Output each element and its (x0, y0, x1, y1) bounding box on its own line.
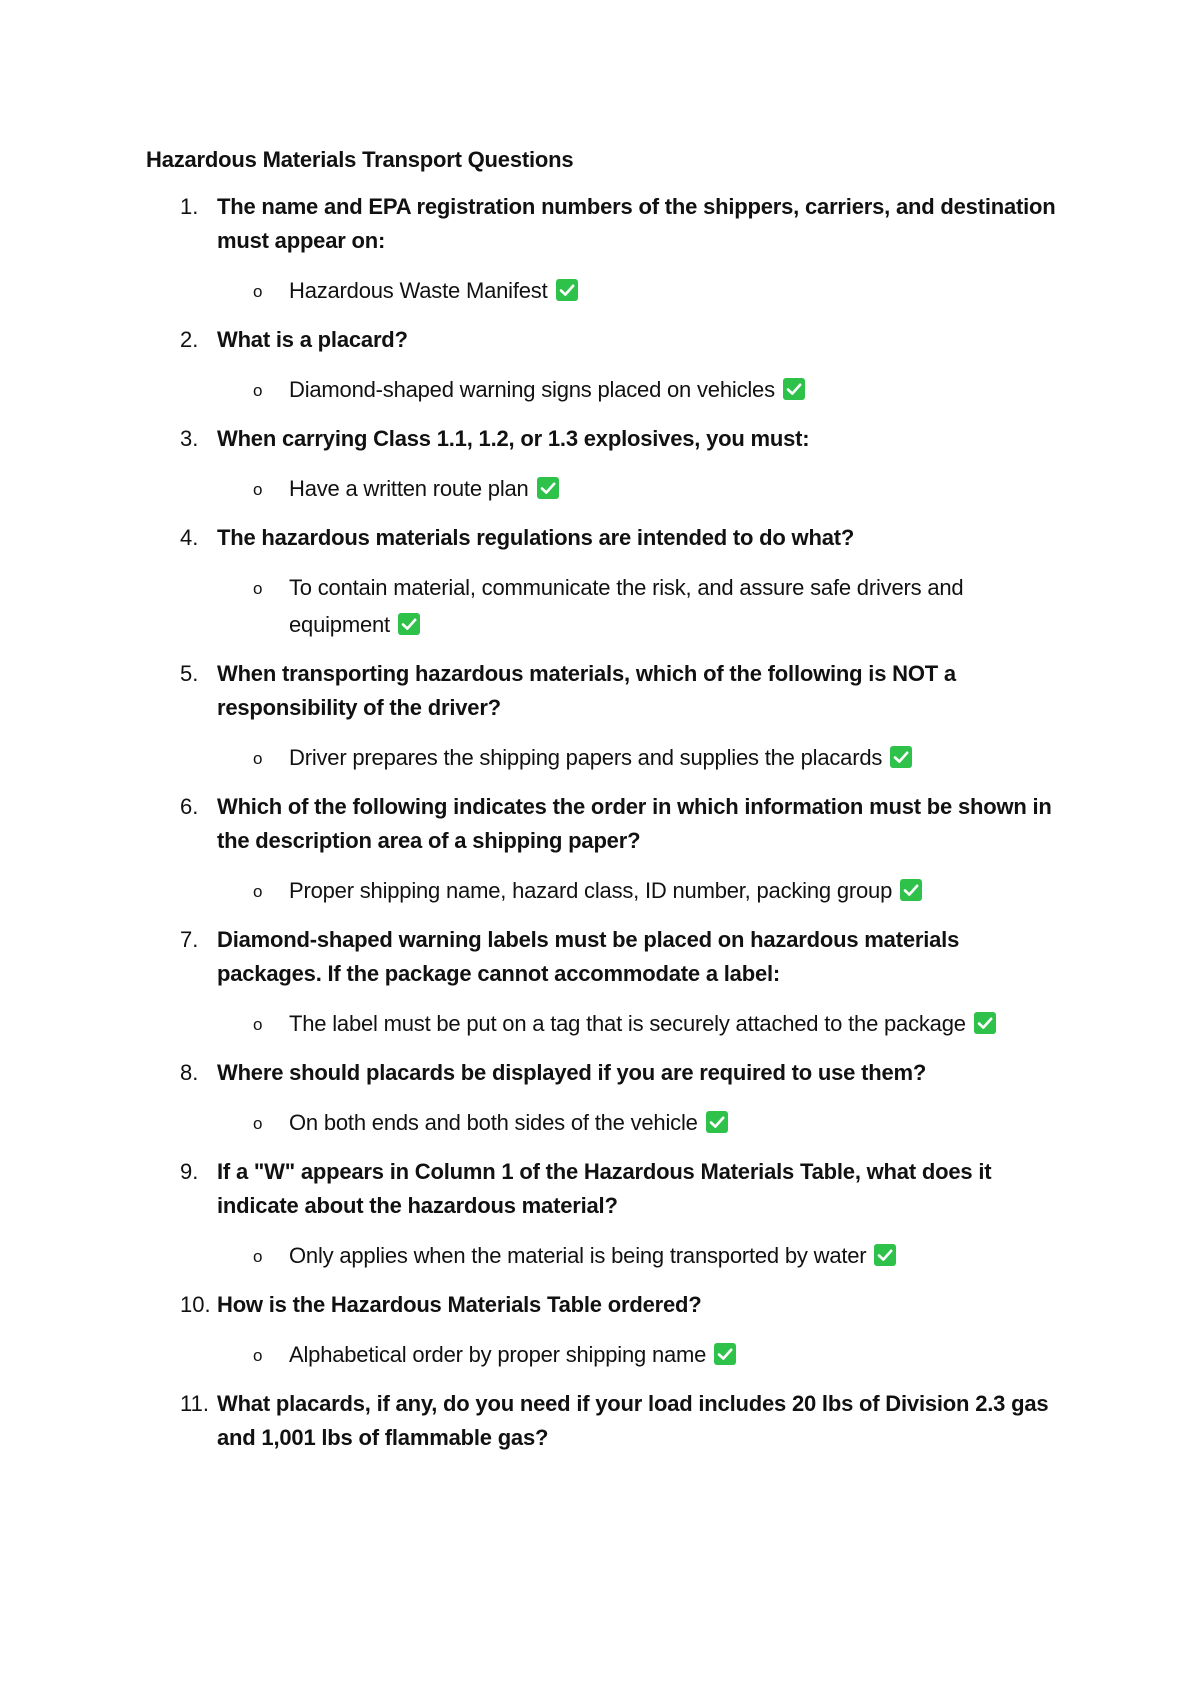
answer-item (217, 470, 1056, 507)
answer-item (217, 371, 1056, 408)
question-text: Diamond-shaped warning labels must be placed on hazardous materials packages. If the package cannot accommodate a label: (217, 927, 960, 986)
answer-text: Driver prepares the shipping papers and supplies the placards (289, 745, 883, 770)
question-number: 4. (180, 525, 199, 550)
question-text: When carrying Class 1.1, 1.2, or 1.3 explosives, you must: (217, 426, 810, 451)
bullet-icon: o (253, 282, 263, 301)
bullet-icon: o (253, 480, 263, 499)
answer-item (217, 1336, 1056, 1373)
bullet-icon: o (253, 749, 263, 768)
question-text: When transporting hazardous materials, which of the following is NOT a responsibility of the driver? (217, 661, 956, 720)
document-title: Hazardous Materials Transport Questions (146, 147, 574, 172)
question-number: 5. (180, 661, 199, 686)
answer-text: Diamond-shaped warning signs placed on vehicles (289, 377, 775, 402)
answer-list (217, 1336, 1056, 1373)
answer-list (217, 1237, 1056, 1274)
question-item (146, 190, 1056, 309)
answer-text: Only applies when the material is being transported by water (289, 1243, 867, 1268)
question-text: What is a placard? (217, 327, 408, 352)
question-number: 9. (180, 1159, 199, 1184)
question-text: If a "W" appears in Column 1 of the Hazardous Materials Table, what does it indicate about the hazardous material? (217, 1159, 992, 1218)
check-mark-icon (398, 613, 420, 635)
question-number: 7. (180, 927, 199, 952)
question-text: How is the Hazardous Materials Table ordered? (217, 1292, 702, 1317)
bullet-icon: o (253, 1114, 263, 1133)
bullet-icon: o (253, 1015, 263, 1034)
answer-item (217, 272, 1056, 309)
answer-item (217, 872, 1056, 909)
question-number: 10. (180, 1292, 211, 1317)
question-item (146, 657, 1056, 776)
answer-text: Have a written route plan (289, 476, 529, 501)
question-number: 8. (180, 1060, 199, 1085)
answer-list (217, 739, 1056, 776)
answer-text: Alphabetical order by proper shipping name (289, 1342, 707, 1367)
check-mark-icon (783, 378, 805, 400)
answer-list (217, 569, 1056, 643)
question-item (146, 521, 1056, 643)
answer-item (217, 1005, 1056, 1042)
question-item (146, 923, 1056, 1042)
bullet-icon: o (253, 1247, 263, 1266)
check-mark-icon (706, 1111, 728, 1133)
question-item (146, 790, 1056, 909)
answer-list (217, 1005, 1056, 1042)
answer-list (217, 872, 1056, 909)
question-item (146, 422, 1056, 507)
answer-list (217, 371, 1056, 408)
question-text: The name and EPA registration numbers of the shippers, carriers, and destination must appear on: (217, 194, 1056, 253)
answer-list (217, 272, 1056, 309)
question-number: 11. (180, 1391, 209, 1416)
bullet-icon: o (253, 1346, 263, 1365)
bullet-icon: o (253, 579, 263, 598)
answer-list (217, 1104, 1056, 1141)
question-number: 1. (180, 194, 199, 219)
question-item (146, 1056, 1056, 1141)
question-item (146, 323, 1056, 408)
answer-item (217, 1104, 1056, 1141)
question-item (146, 1155, 1056, 1274)
question-number: 6. (180, 794, 199, 819)
document-page (146, 144, 1056, 1469)
question-number: 2. (180, 327, 199, 352)
answer-text: Hazardous Waste Manifest (289, 278, 548, 303)
check-mark-icon (537, 477, 559, 499)
answer-item (217, 1237, 1056, 1274)
question-text: The hazardous materials regulations are intended to do what? (217, 525, 855, 550)
question-item (146, 1288, 1056, 1373)
answer-list (217, 470, 1056, 507)
bullet-icon: o (253, 381, 263, 400)
check-mark-icon (974, 1012, 996, 1034)
bullet-icon: o (253, 882, 263, 901)
answer-text: Proper shipping name, hazard class, ID number, packing group (289, 878, 893, 903)
question-text: Where should placards be displayed if you are required to use them? (217, 1060, 927, 1085)
answer-item (217, 569, 1056, 643)
question-text: Which of the following indicates the order in which information must be shown in the description area of a shipping paper? (217, 794, 1052, 853)
answer-text: To contain material, communicate the risk, and assure safe drivers and equipment (289, 575, 964, 637)
check-mark-icon (900, 879, 922, 901)
check-mark-icon (556, 279, 578, 301)
check-mark-icon (874, 1244, 896, 1266)
question-list (146, 190, 1056, 1455)
check-mark-icon (714, 1343, 736, 1365)
question-text: What placards, if any, do you need if your load includes 20 lbs of Division 2.3 gas and 1,001 lbs of flammable gas? (217, 1391, 1049, 1450)
question-item (146, 1387, 1056, 1455)
question-number: 3. (180, 426, 199, 451)
answer-item (217, 739, 1056, 776)
answer-text: The label must be put on a tag that is securely attached to the package (289, 1011, 966, 1036)
answer-text: On both ends and both sides of the vehicle (289, 1110, 698, 1135)
check-mark-icon (890, 746, 912, 768)
